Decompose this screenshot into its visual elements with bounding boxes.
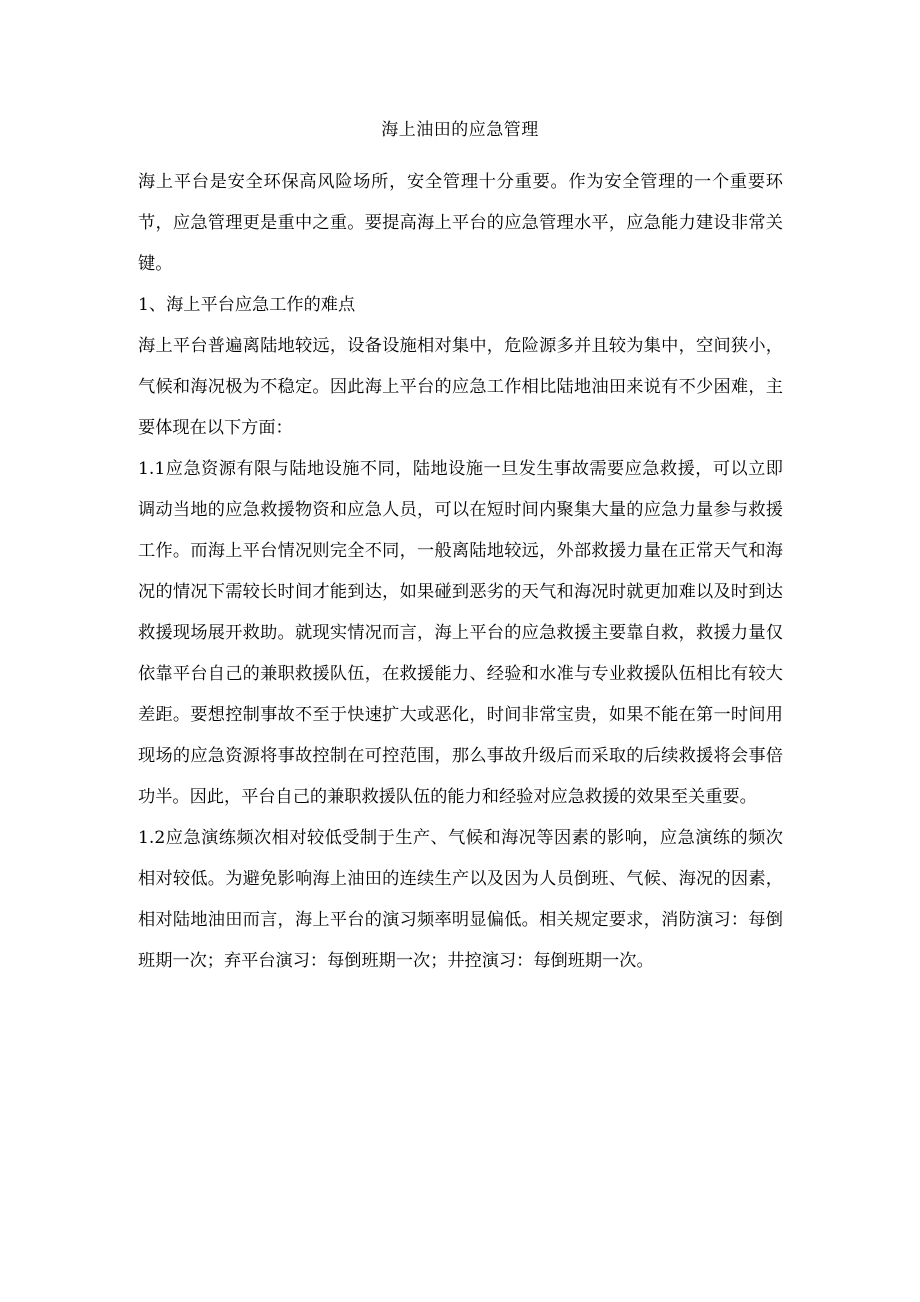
section-1-2-paragraph: 1.2应急演练频次相对较低受制于生产、气候和海况等因素的影响，应急演练的频次相对较低。为避免影响海上油田的连续生产以及因为人员倒班、气候、海况的因素，相对陆地油田而言，海上平台的演习频率明显偏低。相关规定要求，消防演习：每倒班期一次；弃平台演习：每倒班期一次；井控演习：每倒班期一次。 [138,828,783,971]
document-title: 海上油田的应急管理 [381,120,539,140]
document-body [138,162,783,982]
intro-paragraph: 海上平台是安全环保高风险场所，安全管理十分重要。作为安全管理的一个重要环节，应急管理更是重中之重。要提高海上平台的应急管理水平，应急能力建设非常关键。 [138,172,783,274]
section-1-heading: 1、海上平台应急工作的难点 [138,295,356,315]
section-1-1-paragraph: 1.1应急资源有限与陆地设施不同，陆地设施一旦发生事故需要应急救援，可以立即调动当地的应急救援物资和应急人员，可以在短时间内聚集大量的应急力量参与救援工作。而海上平台情况则完全不同，一般离陆地较远，外部救援力量在正常天气和海况的情况下需较长时间才能到达，如果碰到恶劣的天气和海况时就更加难以及时到达救援现场展开救助。就现实情况而言，海上平台的应急救援主要靠自救，救援力量仅依靠平台自己的兼职救援队伍，在救援能力、经验和水准与专业救援队伍相比有较大差距。要想控制事故不至于快速扩大或恶化，时间非常宝贵，如果不能在第一时间用现场的应急资源将事故控制在可控范围，那么事故升级后而采取的后续救援将会事倍功半。因此，平台自己的兼职救援队伍的能力和经验对应急救援的效果至关重要。 [138,459,783,807]
section-1-intro-paragraph: 海上平台普遍离陆地较远，设备设施相对集中，危险源多并且较为集中，空间狭小，气候和海况极为不稳定。因此海上平台的应急工作相比陆地油田来说有不少困难，主要体现在以下方面： [138,336,783,438]
